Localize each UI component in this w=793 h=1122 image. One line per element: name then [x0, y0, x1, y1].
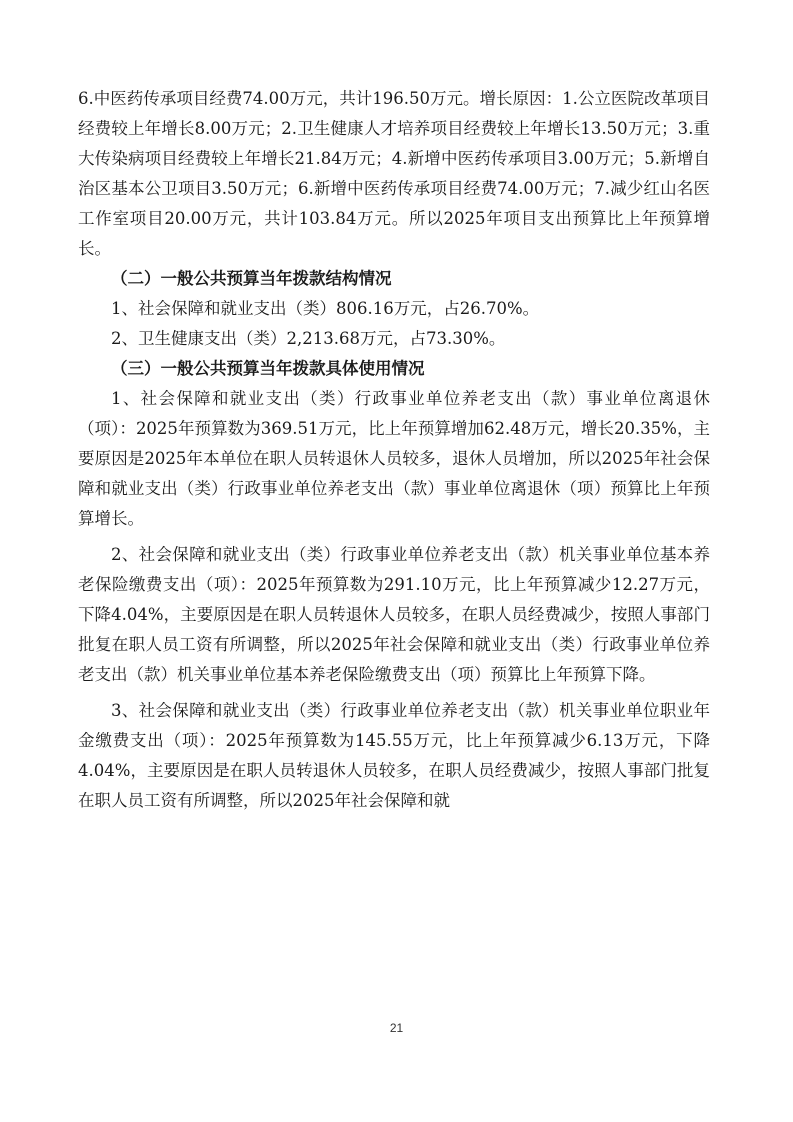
paragraph-project-expenditure: 6.中医药传承项目经费74.00万元，共计196.50万元。增长原因：1.公立医院改革项目经费较上年增长8.00万元；2.卫生健康人才培养项目经费较上年增长13.50万元；3.重大传染病项目经费较上年增长21.84万元；4.新增中医药传承项目3.00万元；5.新增自治区基本公卫项目3.50万元；6.新增中医药传承项目经费74.00万元；7.减少红山名医工作室项目20.00万元，共计103.84万元。所以2025年项目支出预算比上年预算增长。 — [78, 89, 710, 258]
page-number: 21 — [389, 1021, 404, 1035]
paragraph-pension-insurance-item: 2、社会保障和就业支出（类）行政事业单位养老支出（款）机关事业单位基本养老保险缴费支出（项）：2025年预算数为291.10万元，比上年预算减少12.27万元，下降4.04%，主要原因是在职人员转退休人员较多，在职人员经费减少，按照人事部门批复在职人员工资有所调整，所以2025年社会保障和就业支出（类）行政事业单位养老支出（款）机关事业单位基本养老保险缴费支出（项）预算比上年预算下降。 — [78, 545, 710, 684]
paragraph-social-security-share: 1、社会保障和就业支出（类）806.16万元，占26.70%。 — [111, 299, 540, 318]
paragraph-occupational-annuity-item: 3、社会保障和就业支出（类）行政事业单位养老支出（款）机关事业单位职业年金缴费支出（项）：2025年预算数为145.55万元，比上年预算减少6.13万元，下降4.04%，主要原因是在职人员转退休人员较多，在职人员经费减少，按照人事部门批复在职人员工资有所调整，所以2025年社会保障和就 — [78, 701, 710, 810]
document-body — [78, 84, 710, 816]
heading-allocation-structure: （二）一般公共预算当年拨款结构情况 — [111, 269, 392, 288]
paragraph-health-share: 2、卫生健康支出（类）2,213.68万元，占73.30%。 — [111, 329, 506, 348]
paragraph-retirement-item: 1、社会保障和就业支出（类）行政事业单位养老支出（款）事业单位离退休（项）：2025年预算数为369.51万元，比上年预算增加62.48万元，增长20.35%，主要原因是2025年本单位在职人员转退休人员较多，退休人员增加，所以2025年社会保障和就业支出（类）行政事业单位养老支出（款）事业单位离退休（项）预算比上年预算增长。 — [78, 389, 710, 528]
heading-allocation-usage: （三）一般公共预算当年拨款具体使用情况 — [111, 359, 425, 378]
